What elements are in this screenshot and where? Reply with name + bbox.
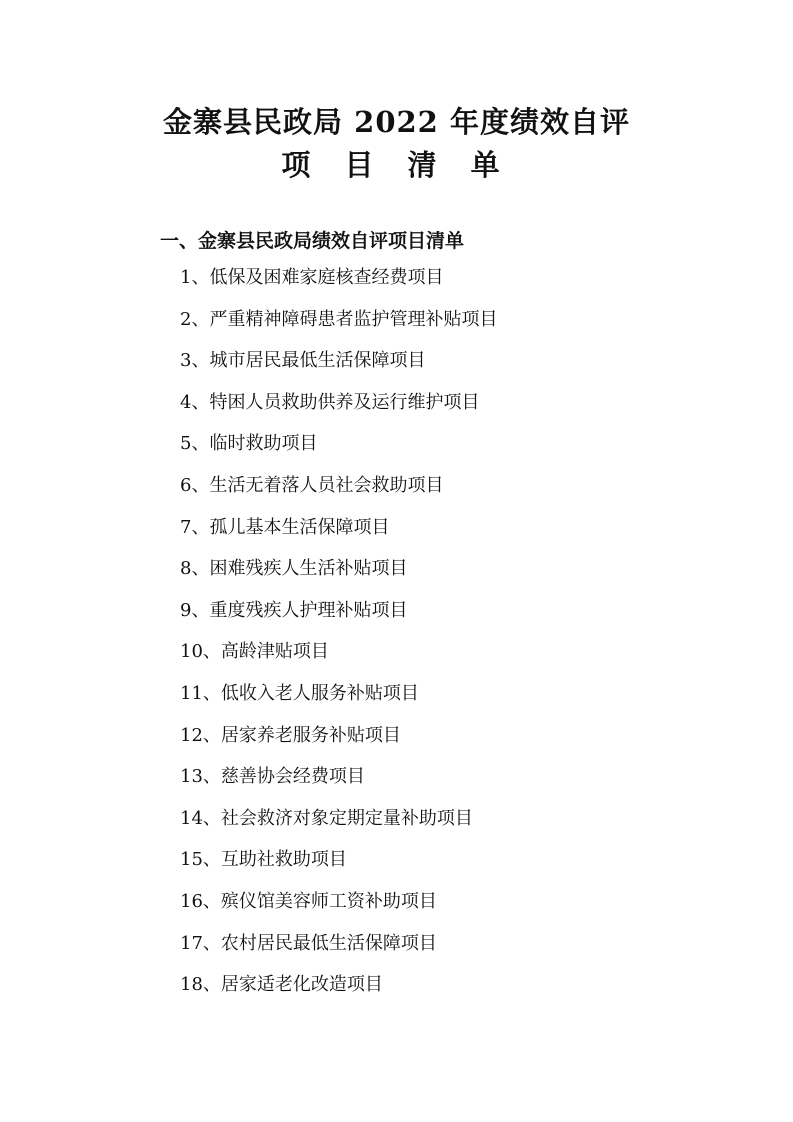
project-item: 14、社会救济对象定期定量补助项目 — [180, 807, 473, 829]
project-item: 6、生活无着落人员社会救助项目 — [180, 474, 444, 496]
project-item: 4、特困人员救助供养及运行维护项目 — [180, 391, 480, 413]
project-item: 15、互助社救助项目 — [180, 849, 347, 871]
document-title-line-1: 金寨县民政局 2022 年度绩效自评 — [163, 105, 630, 139]
project-item: 3、城市居民最低生活保障项目 — [180, 350, 426, 372]
project-item: 5、临时救助项目 — [180, 433, 318, 455]
document-title-line-2: 项 目 清 单 — [281, 148, 512, 182]
project-item: 16、殡仪馆美容师工资补助项目 — [180, 890, 437, 912]
project-item: 11、低收入老人服务补贴项目 — [180, 682, 419, 704]
project-item: 17、农村居民最低生活保障项目 — [180, 932, 437, 954]
project-item: 8、困难残疾人生活补贴项目 — [180, 558, 408, 580]
project-item: 13、慈善协会经费项目 — [180, 766, 365, 788]
project-item: 18、居家适老化改造项目 — [180, 974, 383, 996]
section-heading: 一、金寨县民政局绩效自评项目清单 — [160, 230, 465, 252]
project-item: 1、低保及困难家庭核查经费项目 — [180, 267, 444, 288]
project-item: 10、高龄津贴项目 — [180, 641, 329, 663]
project-item: 7、孤儿基本生活保障项目 — [180, 516, 390, 538]
project-item: 12、居家养老服务补贴项目 — [180, 724, 401, 746]
project-item: 9、重度残疾人护理补贴项目 — [180, 599, 408, 621]
project-list — [180, 267, 497, 1016]
project-item: 2、严重精神障碍患者监护管理补贴项目 — [180, 308, 498, 330]
